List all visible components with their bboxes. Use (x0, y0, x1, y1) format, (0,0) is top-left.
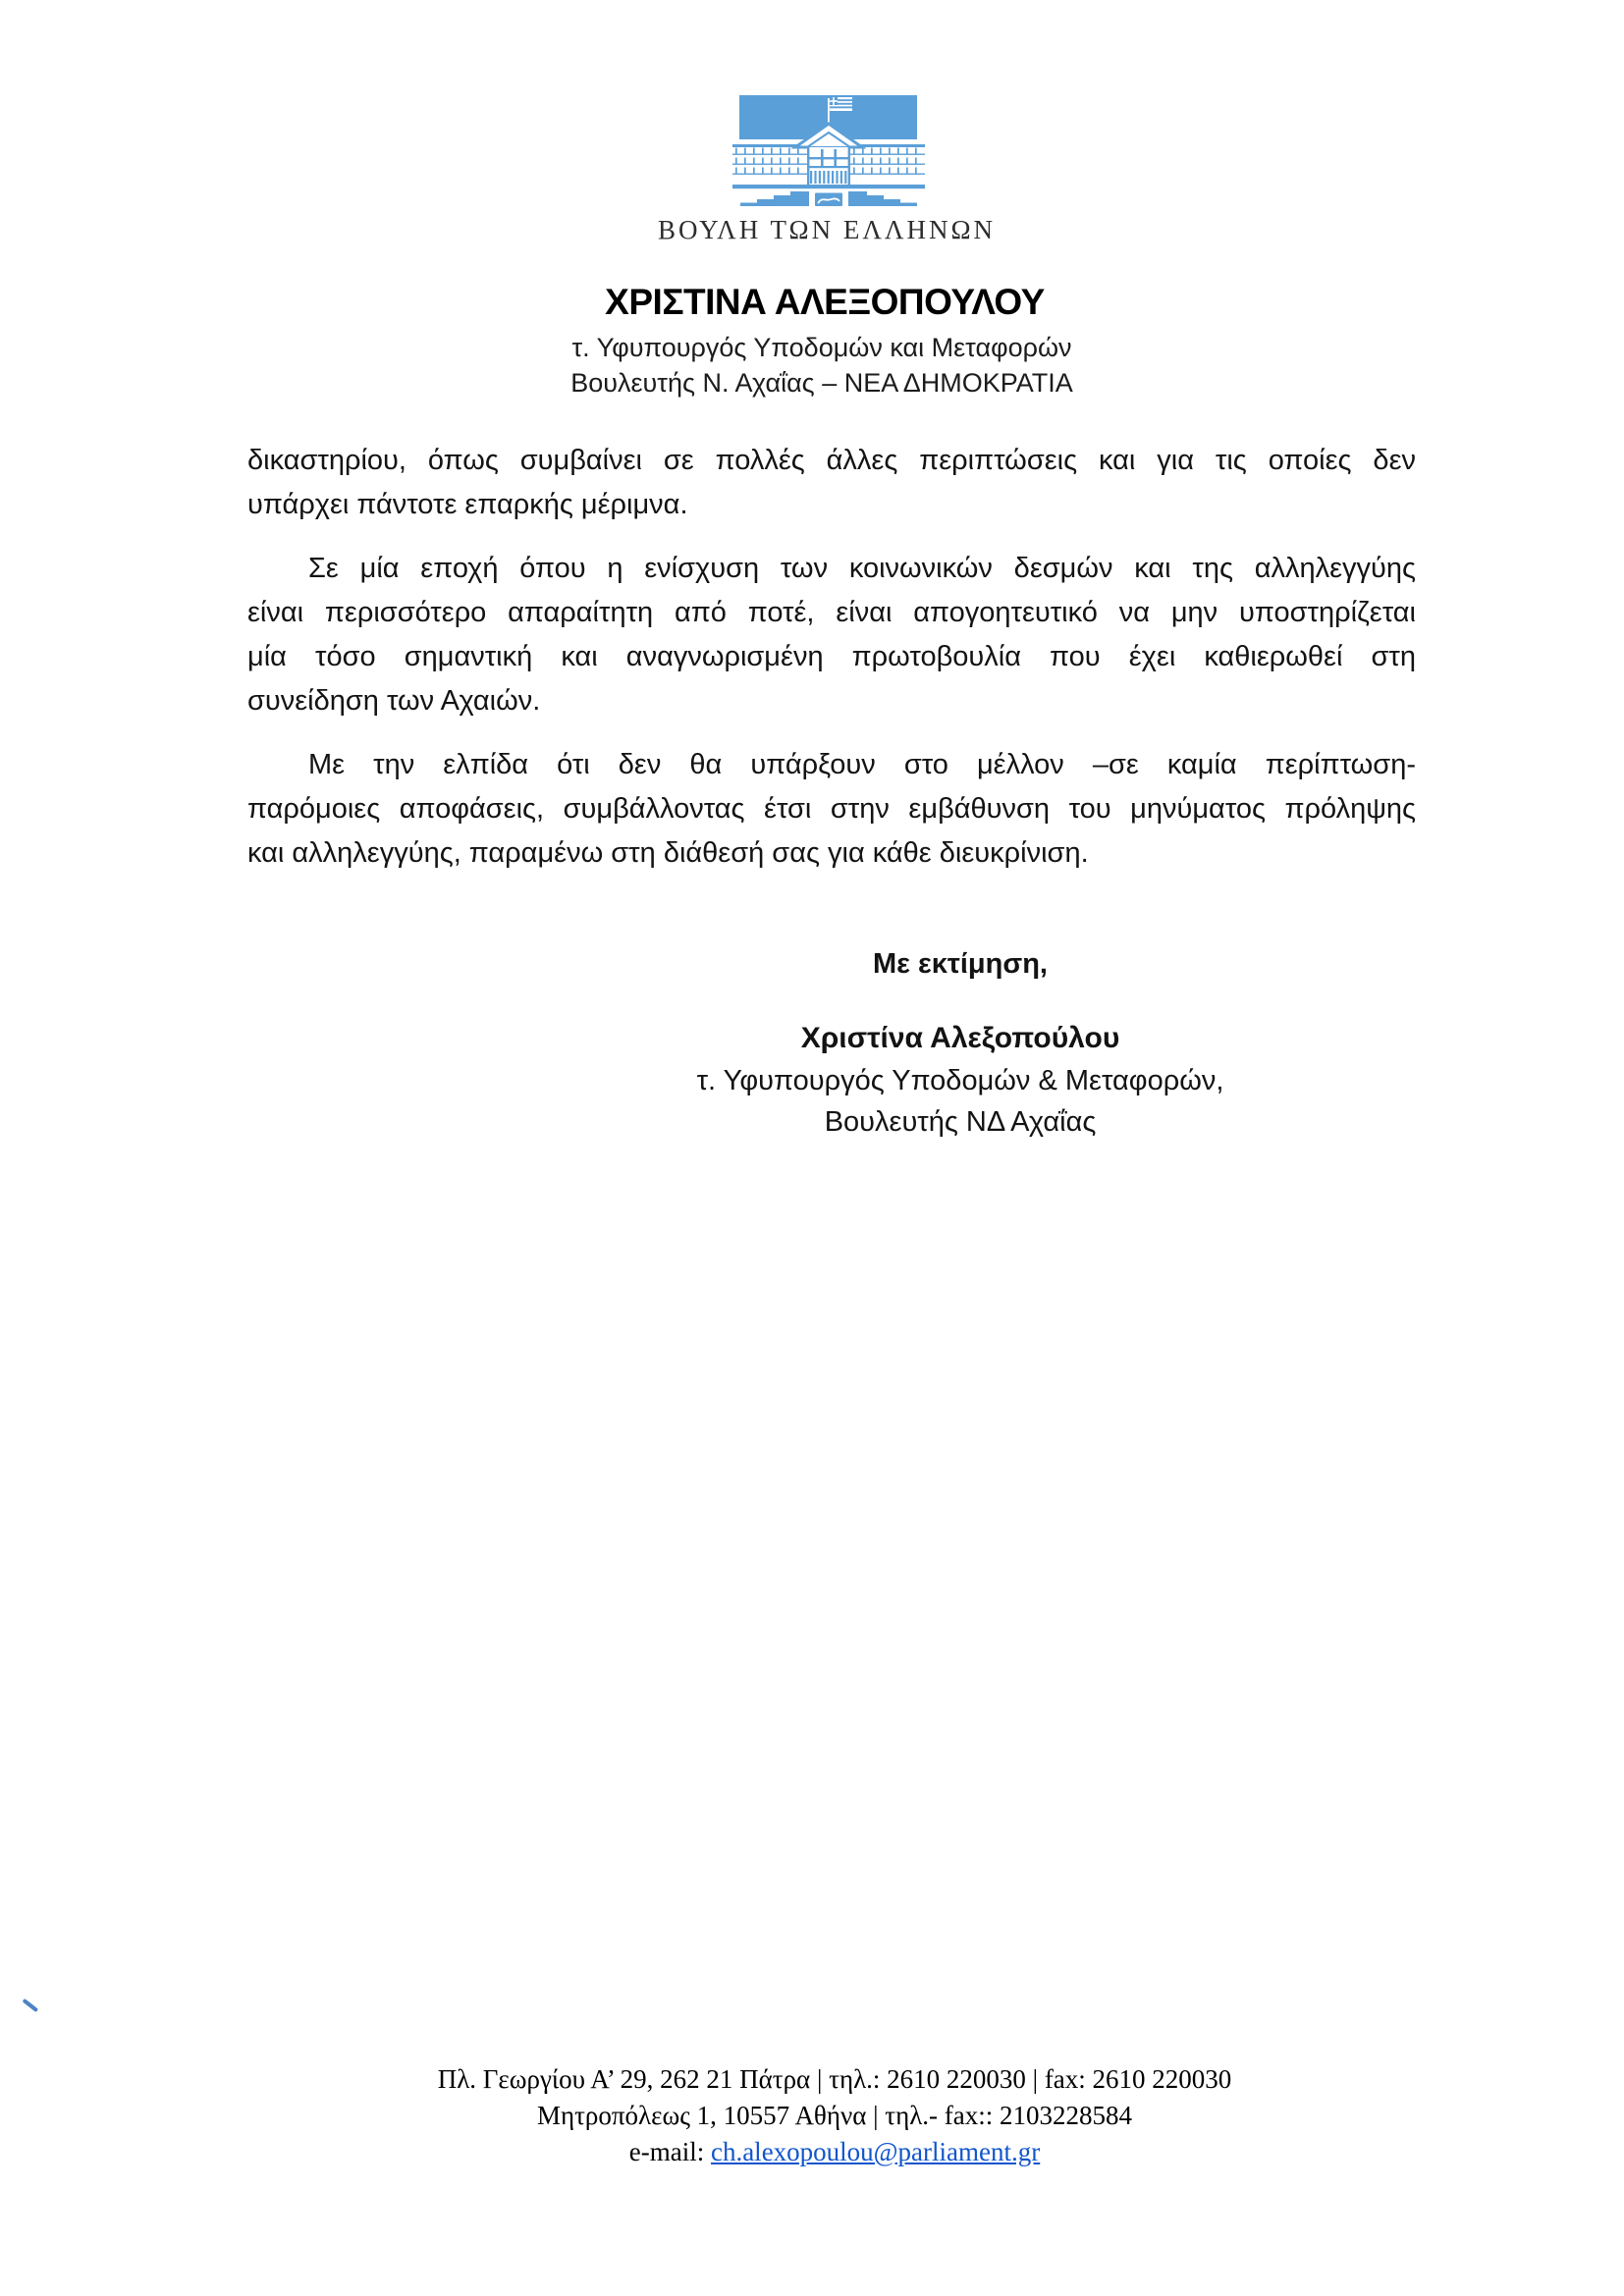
footer-email-link[interactable]: ch.alexopoulou@parliament.gr (710, 2137, 1041, 2166)
sender-name: ΧΡΙΣΤΙΝΑ ΑΛΕΞΟΠΟΥΛΟΥ (605, 282, 1045, 322)
parliament-logo (730, 84, 928, 213)
left-stairs (740, 191, 809, 206)
right-wing-windows (853, 148, 917, 174)
body-line: συνείδηση των Αχαιών. (247, 685, 541, 717)
signature-title-2: Βουλευτής ΝΔ Αχαΐας (824, 1106, 1097, 1138)
tomb-relief-icon (815, 193, 842, 207)
sender-role-1: τ. Υφυπουργός Υποδομών και Μεταφορών (571, 333, 1072, 362)
signature-closing: Με εκτίμηση, (873, 948, 1048, 980)
signature-name: Χριστίνα Αλεξοπούλου (800, 1022, 1120, 1054)
body-line: υπάρχει πάντοτε επαρκής μέριμνα. (247, 489, 688, 520)
body-paragraphs (247, 439, 1416, 895)
org-name: ΒΟΥΛΗ ΤΩΝ ΕΛΛΗΝΩΝ (657, 215, 997, 244)
body-paragraph (247, 743, 1416, 876)
body-line: μία τόσο σημαντική και αναγνωρισμένη πρωτοβουλία που έχει καθιερωθεί στη (247, 641, 1416, 672)
right-stairs (848, 191, 917, 206)
signature-title-1: τ. Υφυπουργός Υποδομών & Μεταφορών, (696, 1065, 1224, 1096)
body-line: δικαστηρίου, όπως συμβαίνει σε πολλές άλλες περιπτώσεις και για τις οποίες δεν (247, 445, 1416, 476)
body-paragraph (247, 439, 1416, 527)
footer-address-1: Πλ. Γεωργίου Α’ 29, 262 21 Πάτρα | τηλ.: 2610 220030 | fax: 2610 220030 (437, 2064, 1232, 2094)
body-paragraph (247, 547, 1416, 723)
left-wing-windows (735, 148, 799, 174)
body-line: είναι περισσότερο απαραίτητη από ποτέ, είναι απογοητευτικό να μην υποστηρίζεται (247, 597, 1416, 628)
body-line: παρόμοιες αποφάσεις, συμβάλλοντας έτσι στην εμβάθυνση του μηνύματος πρόληψης (247, 793, 1416, 825)
body-line: και αλληλεγγύης, παραμένω στη διάθεσή σας για κάθε διευκρίνιση. (247, 837, 1089, 869)
footer-address-2: Μητροπόλεως 1, 10557 Αθήνα | τηλ.- fax:: 2103228584 (536, 2101, 1133, 2130)
footer-email-label: e-mail: (628, 2137, 711, 2166)
body-line: Με την ελπίδα ότι δεν θα υπάρξουν στο μέλλον –σε καμία περίπτωση- (308, 749, 1416, 780)
footer-email-line (438, 2134, 1232, 2170)
signature-block (697, 942, 1224, 1143)
body-line: Σε μία εποχή όπου η ενίσχυση των κοινωνικών δεσμών και της αλληλεγγύης (308, 553, 1416, 584)
parliament-building-icon (730, 84, 928, 213)
sender-role-2: Βουλευτής Ν. Αχαΐας – ΝΕΑ ΔΗΜΟΚΡΑΤΙΑ (570, 368, 1073, 398)
stray-pen-mark (23, 1999, 38, 2012)
letter-footer (438, 2061, 1232, 2170)
